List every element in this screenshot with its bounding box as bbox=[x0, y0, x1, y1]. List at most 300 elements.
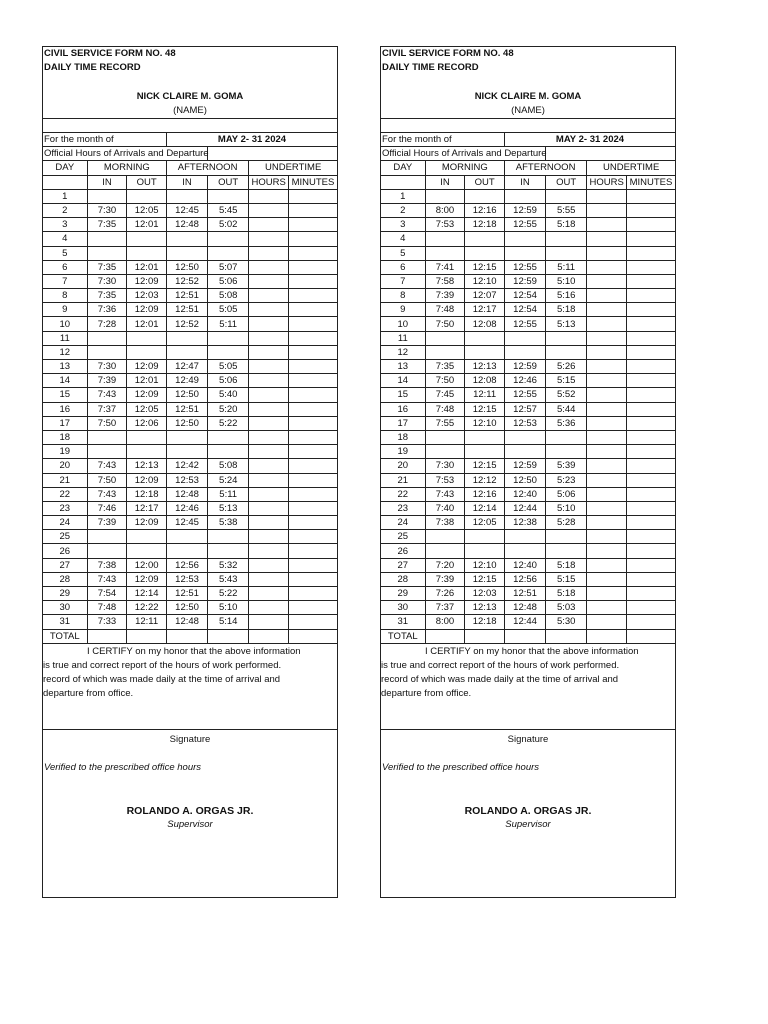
pm-in-cell: 12:51 bbox=[166, 289, 207, 303]
pm-in-cell: 12:42 bbox=[166, 459, 207, 473]
pm-out-cell: 5:20 bbox=[208, 402, 249, 416]
day-cell: 25 bbox=[381, 530, 425, 544]
am-out-cell: 12:18 bbox=[127, 487, 167, 501]
table-row bbox=[43, 246, 337, 260]
hours-cell bbox=[587, 388, 627, 402]
am-out-cell: 12:13 bbox=[465, 601, 505, 615]
pm-in-cell: 12:46 bbox=[166, 501, 207, 515]
minutes-cell bbox=[288, 246, 337, 260]
form-number: CIVIL SERVICE FORM NO. 48 bbox=[382, 48, 514, 59]
am-out-cell bbox=[127, 246, 167, 260]
pm-out-cell: 5:22 bbox=[208, 416, 249, 430]
pm-in-cell bbox=[504, 331, 545, 345]
day-cell: 13 bbox=[381, 360, 425, 374]
day-cell: 4 bbox=[381, 232, 425, 246]
minutes-cell bbox=[288, 459, 337, 473]
table-row bbox=[381, 473, 675, 487]
pm-in-cell: 12:57 bbox=[504, 402, 545, 416]
minutes-cell bbox=[288, 487, 337, 501]
day-cell: 23 bbox=[43, 501, 87, 515]
undertime-header: UNDERTIME bbox=[587, 161, 675, 175]
table-row bbox=[381, 374, 675, 388]
pm-in-cell: 12:56 bbox=[166, 558, 207, 572]
day-cell: 21 bbox=[43, 473, 87, 487]
am-out-cell bbox=[465, 445, 505, 459]
am-in-cell: 7:41 bbox=[425, 260, 465, 274]
minutes-cell bbox=[626, 203, 675, 217]
pm-in-cell: 12:44 bbox=[504, 501, 545, 515]
day-cell: 27 bbox=[381, 558, 425, 572]
pm-in-cell: 12:46 bbox=[504, 374, 545, 388]
dtr-form-right bbox=[380, 46, 676, 898]
supervisor-title: Supervisor bbox=[505, 818, 551, 830]
table-row bbox=[43, 445, 337, 459]
day-cell: 6 bbox=[381, 260, 425, 274]
am-in-cell: 7:50 bbox=[425, 374, 465, 388]
pm-in-cell: 12:50 bbox=[166, 260, 207, 274]
pm-out-cell: 5:32 bbox=[208, 558, 249, 572]
minutes-cell bbox=[288, 388, 337, 402]
am-in-cell: 7:55 bbox=[425, 416, 465, 430]
am-in-cell bbox=[425, 331, 465, 345]
am-out-cell: 12:07 bbox=[465, 289, 505, 303]
am-out-cell: 12:05 bbox=[465, 516, 505, 530]
pm-in-cell: 12:59 bbox=[504, 360, 545, 374]
pm-out-cell bbox=[208, 530, 249, 544]
am-in-cell bbox=[87, 430, 127, 444]
am-in-cell: 7:39 bbox=[425, 289, 465, 303]
am-in-cell bbox=[87, 544, 127, 558]
am-in-cell bbox=[425, 430, 465, 444]
table-row bbox=[381, 218, 675, 232]
am-in-cell: 8:00 bbox=[425, 203, 465, 217]
pm-out-cell: 5:16 bbox=[546, 289, 587, 303]
minutes-cell bbox=[288, 232, 337, 246]
pm-in-cell: 12:55 bbox=[504, 317, 545, 331]
certify-line: I CERTIFY on my honor that the above information bbox=[425, 645, 639, 657]
pm-in-cell: 12:45 bbox=[166, 203, 207, 217]
am-out-cell: 12:14 bbox=[465, 501, 505, 515]
table-row bbox=[43, 274, 337, 288]
minutes-cell bbox=[626, 558, 675, 572]
am-out-cell: 12:13 bbox=[465, 360, 505, 374]
hours-cell bbox=[249, 317, 289, 331]
am-out-cell: 12:15 bbox=[465, 572, 505, 586]
pm-out-cell: 5:11 bbox=[208, 317, 249, 331]
am-in-cell: 7:35 bbox=[87, 289, 127, 303]
hours-cell bbox=[587, 274, 627, 288]
pm-out-cell: 5:23 bbox=[546, 473, 587, 487]
pm-out-cell bbox=[546, 246, 587, 260]
form-number: CIVIL SERVICE FORM NO. 48 bbox=[44, 48, 176, 59]
pm-out-cell: 5:38 bbox=[208, 516, 249, 530]
table-row bbox=[381, 289, 675, 303]
hours-cell bbox=[249, 289, 289, 303]
hours-cell bbox=[249, 558, 289, 572]
pm-in-cell: 12:50 bbox=[166, 416, 207, 430]
table-row bbox=[381, 601, 675, 615]
table-row bbox=[43, 473, 337, 487]
day-cell: 9 bbox=[43, 303, 87, 317]
table-row bbox=[381, 345, 675, 359]
afternoon-header: AFTERNOON bbox=[166, 161, 248, 175]
pm-in-cell bbox=[166, 189, 207, 203]
day-header: DAY bbox=[381, 161, 425, 175]
hours-cell bbox=[249, 402, 289, 416]
hours-cell bbox=[249, 303, 289, 317]
pm-in-cell: 12:48 bbox=[504, 601, 545, 615]
am-out-cell: 12:17 bbox=[465, 303, 505, 317]
table-row bbox=[381, 587, 675, 601]
total-row bbox=[43, 629, 337, 643]
minutes-cell bbox=[288, 601, 337, 615]
employee-name: NICK CLAIRE M. GOMA bbox=[474, 91, 582, 102]
pm-in-cell: 12:53 bbox=[166, 473, 207, 487]
day-cell: 14 bbox=[381, 374, 425, 388]
minutes-cell bbox=[288, 445, 337, 459]
am-out-cell: 12:01 bbox=[127, 374, 167, 388]
minutes-header: MINUTES bbox=[288, 175, 337, 189]
minutes-cell bbox=[626, 374, 675, 388]
day-cell: 27 bbox=[43, 558, 87, 572]
table-row bbox=[381, 558, 675, 572]
am-out-header: OUT bbox=[465, 175, 505, 189]
table-row bbox=[43, 416, 337, 430]
am-out-cell bbox=[127, 430, 167, 444]
day-cell: 5 bbox=[381, 246, 425, 260]
am-in-cell: 7:40 bbox=[425, 501, 465, 515]
am-in-cell: 7:39 bbox=[87, 374, 127, 388]
pm-in-cell: 12:55 bbox=[504, 218, 545, 232]
am-out-cell: 12:01 bbox=[127, 260, 167, 274]
day-cell: 30 bbox=[381, 601, 425, 615]
pm-out-cell bbox=[546, 345, 587, 359]
day-cell: 2 bbox=[381, 203, 425, 217]
pm-in-cell: 12:53 bbox=[504, 416, 545, 430]
pm-out-cell bbox=[208, 345, 249, 359]
pm-out-cell: 5:26 bbox=[546, 360, 587, 374]
table-row bbox=[381, 360, 675, 374]
minutes-cell bbox=[626, 587, 675, 601]
total-label: TOTAL bbox=[43, 629, 87, 643]
am-in-cell: 7:38 bbox=[87, 558, 127, 572]
pm-out-cell: 5:45 bbox=[208, 203, 249, 217]
day-cell: 30 bbox=[43, 601, 87, 615]
am-in-cell: 7:50 bbox=[425, 317, 465, 331]
day-cell: 17 bbox=[43, 416, 87, 430]
am-out-cell bbox=[127, 232, 167, 246]
pm-in-cell bbox=[504, 232, 545, 246]
minutes-cell bbox=[288, 501, 337, 515]
hours-cell bbox=[587, 544, 627, 558]
pm-out-cell bbox=[546, 544, 587, 558]
day-cell: 21 bbox=[381, 473, 425, 487]
minutes-cell bbox=[288, 317, 337, 331]
hours-cell bbox=[587, 501, 627, 515]
pm-in-cell bbox=[166, 232, 207, 246]
hours-cell bbox=[587, 232, 627, 246]
pm-out-cell bbox=[546, 430, 587, 444]
hours-cell bbox=[249, 459, 289, 473]
pm-out-cell: 5:13 bbox=[208, 501, 249, 515]
am-in-cell: 7:43 bbox=[87, 487, 127, 501]
am-in-cell: 7:50 bbox=[87, 416, 127, 430]
table-row bbox=[43, 544, 337, 558]
minutes-cell bbox=[626, 303, 675, 317]
official-hours-row bbox=[381, 147, 675, 161]
hours-cell bbox=[587, 331, 627, 345]
pm-in-cell bbox=[166, 246, 207, 260]
am-in-cell: 7:30 bbox=[425, 459, 465, 473]
month-row bbox=[43, 133, 337, 147]
day-cell: 24 bbox=[381, 516, 425, 530]
day-cell: 29 bbox=[43, 587, 87, 601]
pm-in-cell bbox=[166, 530, 207, 544]
am-out-cell bbox=[465, 430, 505, 444]
am-in-cell: 8:00 bbox=[425, 615, 465, 629]
day-header: DAY bbox=[43, 161, 87, 175]
hours-cell bbox=[587, 516, 627, 530]
am-in-cell: 7:43 bbox=[87, 572, 127, 586]
name-caption: (NAME) bbox=[381, 104, 675, 119]
day-cell: 7 bbox=[381, 274, 425, 288]
pm-out-header: OUT bbox=[546, 175, 587, 189]
table-row bbox=[43, 501, 337, 515]
am-out-cell: 12:15 bbox=[465, 459, 505, 473]
verified-note: Verified to the prescribed office hours bbox=[44, 761, 202, 773]
pm-in-cell: 12:55 bbox=[504, 388, 545, 402]
verified-note: Verified to the prescribed office hours bbox=[382, 761, 540, 773]
table-row bbox=[381, 430, 675, 444]
day-cell: 7 bbox=[43, 274, 87, 288]
day-cell: 20 bbox=[43, 459, 87, 473]
hours-cell bbox=[249, 203, 289, 217]
day-cell: 1 bbox=[381, 189, 425, 203]
hours-cell bbox=[587, 317, 627, 331]
pm-out-cell: 5:18 bbox=[546, 558, 587, 572]
table-row bbox=[43, 189, 337, 203]
am-out-cell bbox=[127, 530, 167, 544]
pm-in-cell: 12:38 bbox=[504, 516, 545, 530]
am-out-cell: 12:09 bbox=[127, 572, 167, 586]
morning-header: MORNING bbox=[87, 161, 166, 175]
pm-in-cell: 12:52 bbox=[166, 274, 207, 288]
certification bbox=[381, 644, 675, 730]
supervisor-name: ROLANDO A. ORGAS JR. bbox=[126, 804, 254, 817]
table-row bbox=[381, 260, 675, 274]
am-out-cell: 12:17 bbox=[127, 501, 167, 515]
pm-out-cell: 5:39 bbox=[546, 459, 587, 473]
hours-cell bbox=[249, 218, 289, 232]
am-out-cell: 12:18 bbox=[465, 615, 505, 629]
am-in-cell bbox=[425, 345, 465, 359]
supervisor-title: Supervisor bbox=[167, 818, 213, 830]
table-row bbox=[381, 516, 675, 530]
table-row bbox=[43, 516, 337, 530]
table-row bbox=[43, 487, 337, 501]
hours-cell bbox=[249, 615, 289, 629]
minutes-cell bbox=[626, 430, 675, 444]
minutes-cell bbox=[288, 189, 337, 203]
pm-in-cell: 12:47 bbox=[166, 360, 207, 374]
certification bbox=[43, 644, 337, 730]
day-cell: 20 bbox=[381, 459, 425, 473]
am-in-cell bbox=[87, 331, 127, 345]
pm-in-cell: 12:53 bbox=[166, 572, 207, 586]
am-out-cell: 12:08 bbox=[465, 317, 505, 331]
hours-cell bbox=[587, 189, 627, 203]
minutes-cell bbox=[626, 232, 675, 246]
hours-cell bbox=[249, 530, 289, 544]
table-row bbox=[381, 459, 675, 473]
am-in-cell: 7:35 bbox=[425, 360, 465, 374]
table-row bbox=[381, 303, 675, 317]
minutes-cell bbox=[288, 416, 337, 430]
am-out-cell bbox=[127, 189, 167, 203]
pm-in-cell: 12:40 bbox=[504, 487, 545, 501]
am-out-cell: 12:06 bbox=[127, 416, 167, 430]
am-out-cell: 12:11 bbox=[127, 615, 167, 629]
hours-cell bbox=[587, 345, 627, 359]
table-row bbox=[381, 615, 675, 629]
minutes-cell bbox=[288, 516, 337, 530]
table-row bbox=[43, 331, 337, 345]
am-out-cell: 12:18 bbox=[465, 218, 505, 232]
minutes-cell bbox=[626, 572, 675, 586]
hours-cell bbox=[587, 416, 627, 430]
am-out-cell bbox=[127, 331, 167, 345]
day-cell: 26 bbox=[43, 544, 87, 558]
table-row bbox=[43, 587, 337, 601]
hours-cell bbox=[249, 516, 289, 530]
minutes-cell bbox=[626, 260, 675, 274]
am-out-cell bbox=[465, 189, 505, 203]
day-cell: 29 bbox=[381, 587, 425, 601]
pm-out-cell: 5:43 bbox=[208, 572, 249, 586]
pm-out-cell: 5:06 bbox=[208, 374, 249, 388]
pm-in-cell: 12:54 bbox=[504, 303, 545, 317]
day-cell: 8 bbox=[43, 289, 87, 303]
pm-in-cell: 12:49 bbox=[166, 374, 207, 388]
am-out-cell: 12:10 bbox=[465, 558, 505, 572]
am-in-cell bbox=[87, 246, 127, 260]
minutes-cell bbox=[288, 289, 337, 303]
minutes-cell bbox=[288, 402, 337, 416]
table-row bbox=[381, 530, 675, 544]
minutes-cell bbox=[626, 345, 675, 359]
day-cell: 11 bbox=[381, 331, 425, 345]
minutes-cell bbox=[626, 360, 675, 374]
total-label: TOTAL bbox=[381, 629, 425, 643]
header-row bbox=[381, 161, 675, 175]
day-cell: 1 bbox=[43, 189, 87, 203]
minutes-cell bbox=[288, 572, 337, 586]
day-cell: 25 bbox=[43, 530, 87, 544]
pm-in-cell bbox=[504, 246, 545, 260]
time-table bbox=[381, 132, 675, 644]
am-in-cell: 7:38 bbox=[425, 516, 465, 530]
pm-out-cell bbox=[546, 331, 587, 345]
pm-in-cell: 12:50 bbox=[504, 473, 545, 487]
hours-cell bbox=[587, 374, 627, 388]
am-out-cell: 12:03 bbox=[127, 289, 167, 303]
pm-out-cell bbox=[208, 430, 249, 444]
minutes-cell bbox=[626, 388, 675, 402]
am-out-cell: 12:09 bbox=[127, 516, 167, 530]
hours-cell bbox=[249, 501, 289, 515]
pm-out-cell: 5:15 bbox=[546, 374, 587, 388]
minutes-cell bbox=[288, 260, 337, 274]
am-out-cell: 12:15 bbox=[465, 260, 505, 274]
subheader-row bbox=[381, 175, 675, 189]
day-cell: 14 bbox=[43, 374, 87, 388]
am-in-cell: 7:45 bbox=[425, 388, 465, 402]
am-in-cell: 7:54 bbox=[87, 587, 127, 601]
pm-out-cell: 5:10 bbox=[546, 274, 587, 288]
table-row bbox=[381, 232, 675, 246]
am-out-cell bbox=[465, 544, 505, 558]
hours-cell bbox=[249, 246, 289, 260]
minutes-cell bbox=[626, 501, 675, 515]
pm-out-cell: 5:10 bbox=[208, 601, 249, 615]
minutes-cell bbox=[288, 360, 337, 374]
minutes-cell bbox=[288, 345, 337, 359]
pm-out-cell: 5:55 bbox=[546, 203, 587, 217]
certify-line: record of which was made daily at the time of arrival and bbox=[43, 674, 281, 686]
minutes-cell bbox=[626, 317, 675, 331]
day-cell: 18 bbox=[381, 430, 425, 444]
table-row bbox=[43, 218, 337, 232]
table-row bbox=[43, 232, 337, 246]
table-row bbox=[381, 331, 675, 345]
day-cell: 10 bbox=[43, 317, 87, 331]
pm-in-cell: 12:48 bbox=[166, 218, 207, 232]
pm-out-cell: 5:40 bbox=[208, 388, 249, 402]
am-in-cell: 7:48 bbox=[87, 601, 127, 615]
hours-cell bbox=[249, 374, 289, 388]
minutes-cell bbox=[626, 487, 675, 501]
hours-cell bbox=[587, 587, 627, 601]
am-out-cell: 12:09 bbox=[127, 473, 167, 487]
minutes-cell bbox=[288, 530, 337, 544]
pm-in-cell: 12:55 bbox=[504, 260, 545, 274]
table-row bbox=[381, 572, 675, 586]
minutes-cell bbox=[626, 544, 675, 558]
day-cell: 10 bbox=[381, 317, 425, 331]
pm-out-cell bbox=[208, 232, 249, 246]
day-cell: 31 bbox=[43, 615, 87, 629]
pm-out-cell: 5:06 bbox=[546, 487, 587, 501]
minutes-header: MINUTES bbox=[626, 175, 675, 189]
pm-in-cell bbox=[504, 189, 545, 203]
minutes-cell bbox=[626, 289, 675, 303]
am-in-cell: 7:28 bbox=[87, 317, 127, 331]
am-out-cell: 12:11 bbox=[465, 388, 505, 402]
month-label: For the month of bbox=[381, 133, 504, 147]
am-in-cell: 7:30 bbox=[87, 360, 127, 374]
minutes-cell bbox=[288, 473, 337, 487]
table-row bbox=[381, 189, 675, 203]
minutes-cell bbox=[288, 331, 337, 345]
table-row bbox=[43, 402, 337, 416]
am-in-header: IN bbox=[425, 175, 465, 189]
table-row bbox=[43, 615, 337, 629]
table-row bbox=[381, 246, 675, 260]
am-out-cell: 12:16 bbox=[465, 487, 505, 501]
minutes-cell bbox=[626, 218, 675, 232]
day-cell: 19 bbox=[43, 445, 87, 459]
signature-label: Signature bbox=[507, 733, 549, 745]
